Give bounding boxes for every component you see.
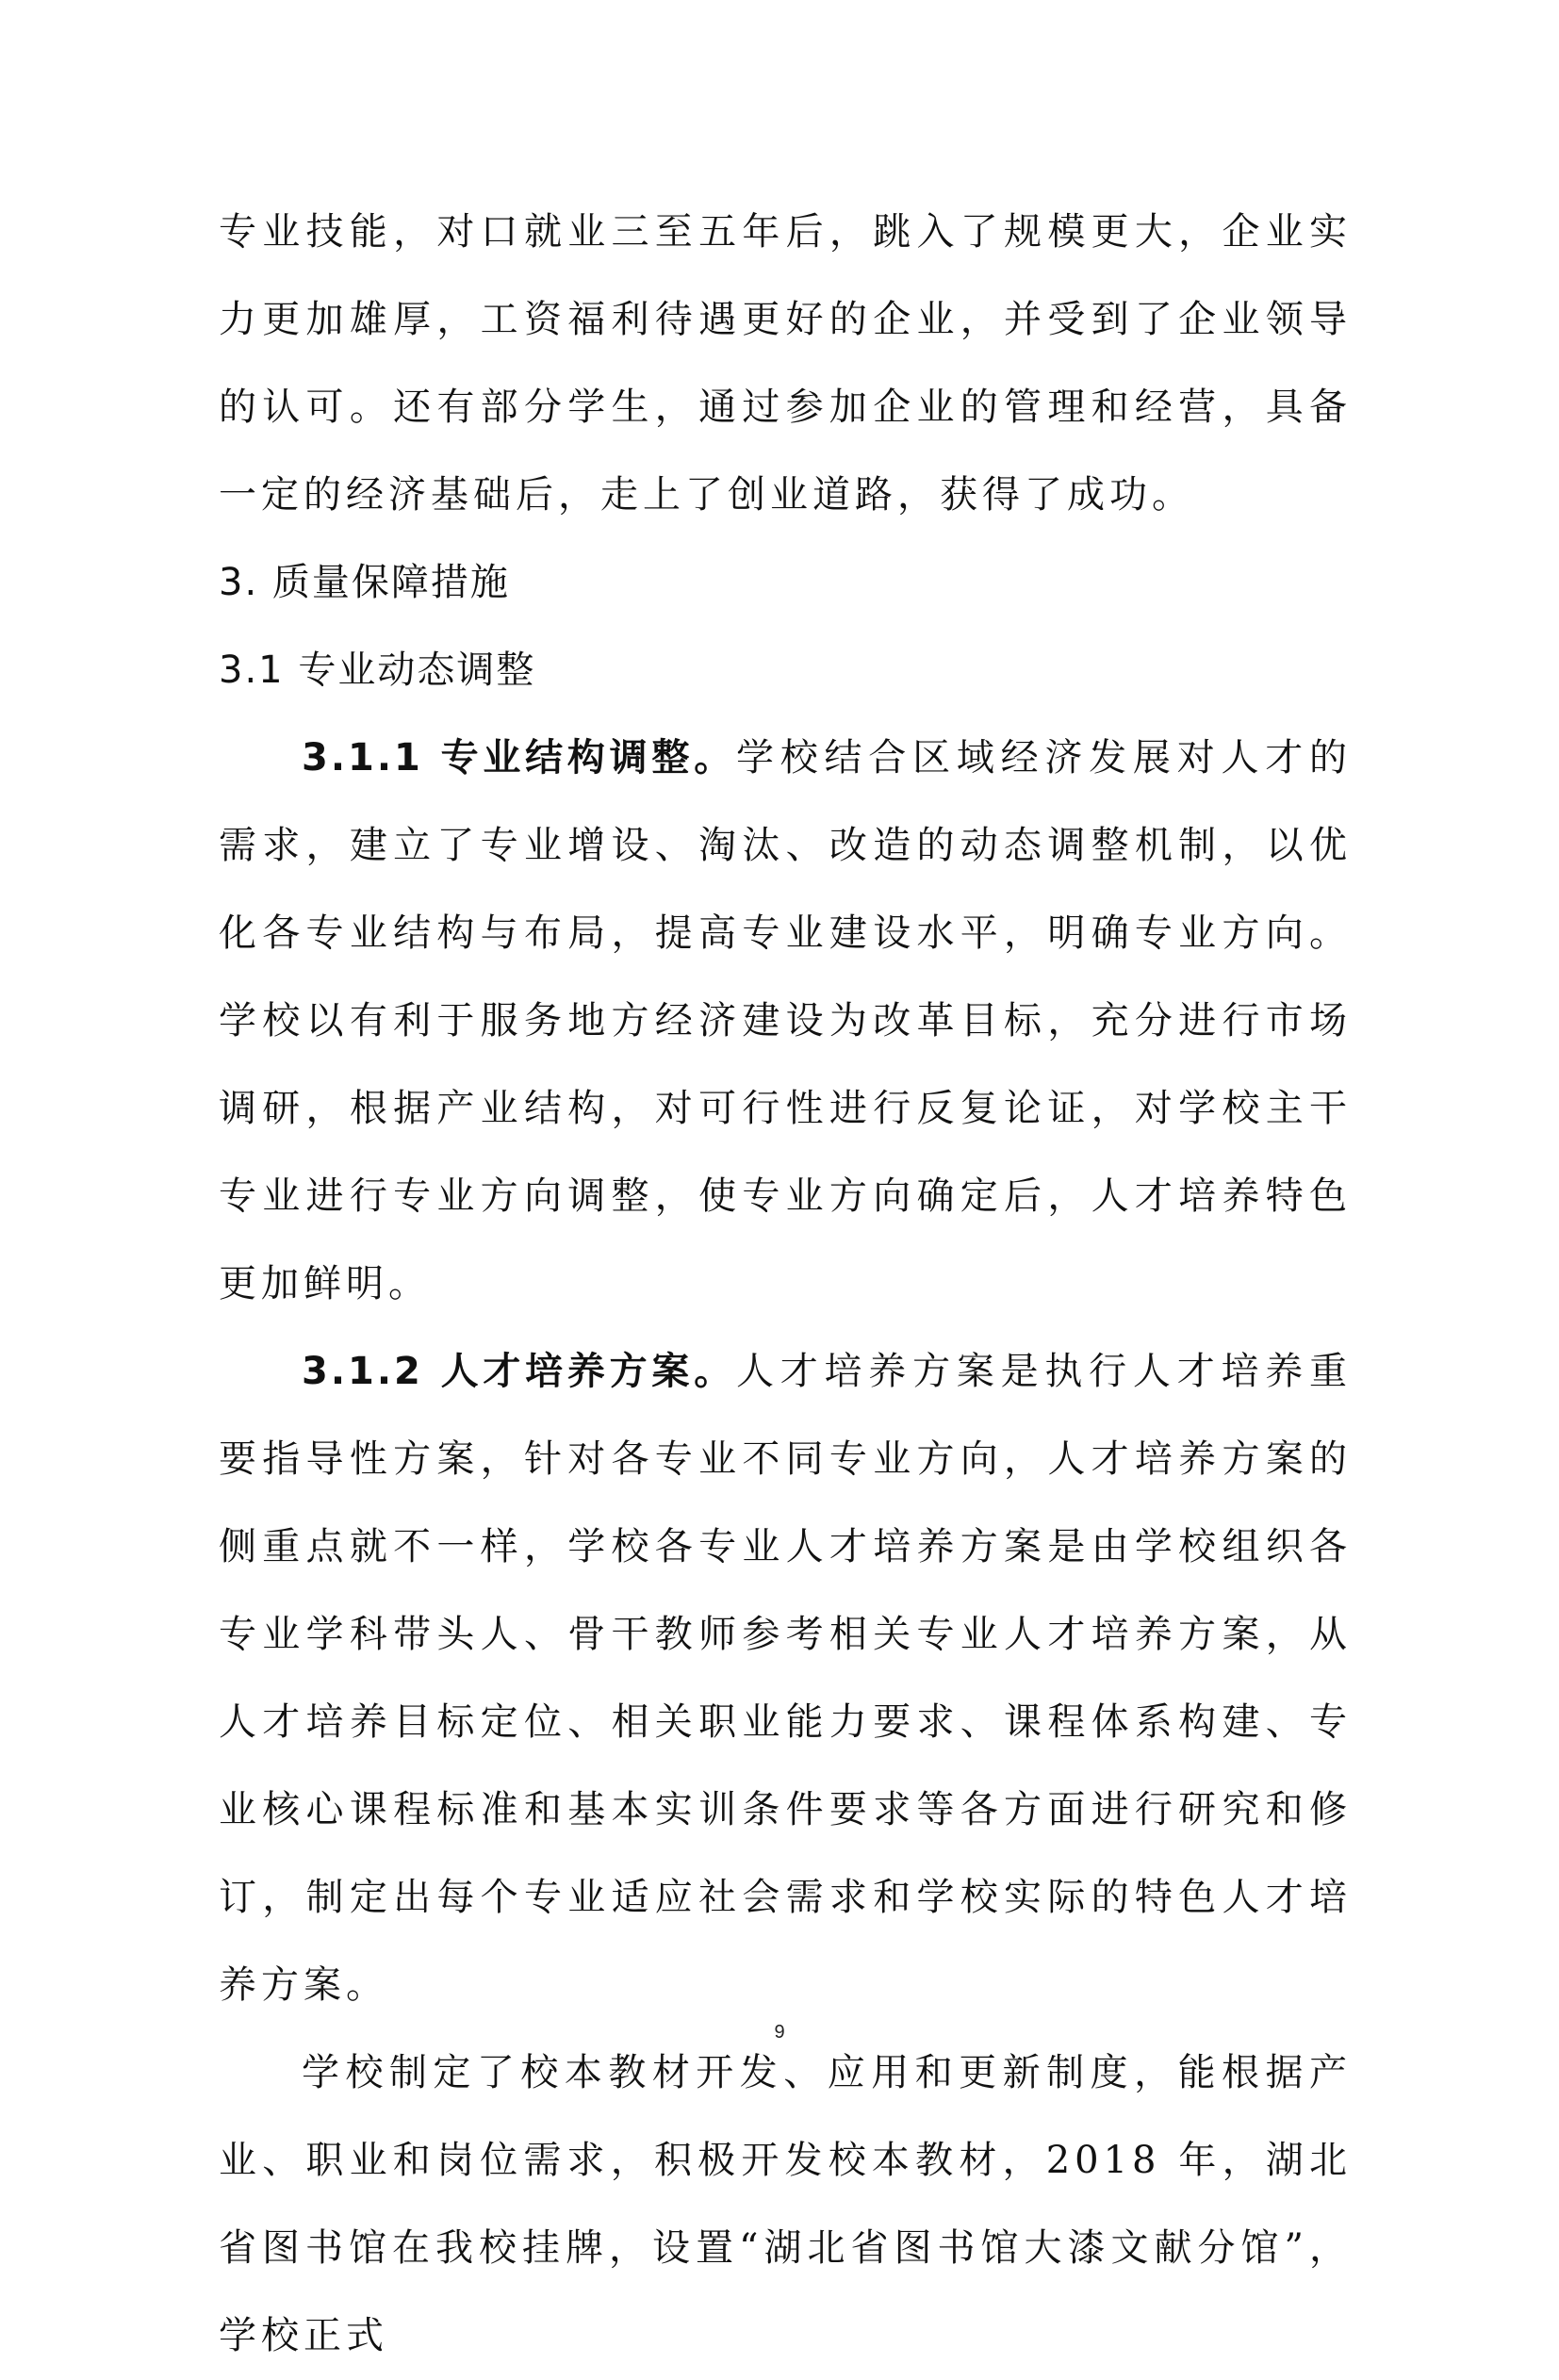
body-text (219, 189, 1352, 539)
page-number: 9 (774, 2022, 785, 2043)
section-heading-3: 3. 质量保障措施 (219, 561, 510, 604)
paragraph-3-1-2-text: 人才培养方案是执行人才培养重要指导性方案，针对各专业不同专业方向，人才培养方案的侧重点就不一样，学校各专业人才培养方案是由学校组织各专业学科带头人、骨干教师参考相关专业人才培养方案，从人才培养目标定位、相关职业能力要求、课程体系构建、专业核心课程标准和基本实训条件要求等各方面进行研究和修订，制定出每个专业适应社会需求和学校实际的特色人才培养方案。 (219, 1350, 1353, 2007)
section-heading-3-1: 3.1 专业动态调整 (219, 648, 536, 692)
paragraph-continued: 专业技能，对口就业三至五年后，跳入了规模更大，企业实力更加雄厚，工资福利待遇更好的企业，并受到了企业领导的认可。还有部分学生，通过参加企业的管理和经营，具备一定的经济基础后，走上了创业道路，获得了成功。 (219, 210, 1352, 517)
run-in-heading-3-1-1: 3.1.1 专业结构调整。 (302, 736, 736, 780)
run-in-heading-3-1-2: 3.1.2 人才培养方案。 (302, 1350, 736, 1393)
section-headings (219, 539, 1352, 714)
paragraph-textbooks: 学校制定了校本教材开发、应用和更新制度，能根据产业、职业和岗位需求，积极开发校本教材，2018 年，湖北省图书馆在我校挂牌，设置“湖北省图书馆大漆文献分馆”，学校正式 (219, 2051, 1352, 2357)
paragraph-3-1-2 (219, 1328, 1352, 2029)
paragraph-3-1-1-text: 学校结合区域经济发展对人才的需求，建立了专业增设、淘汰、改造的动态调整机制，以优化各专业结构与布局，提高专业建设水平，明确专业方向。学校以有利于服务地方经济建设为改革目标，充分进行市场调研，根据产业结构，对可行性进行反复论证，对学校主干专业进行专业方向调整，使专业方向确定后，人才培养特色更加鲜明。 (219, 736, 1353, 1305)
section-content (219, 714, 1352, 2380)
paragraph-3-1-1 (219, 714, 1352, 1328)
